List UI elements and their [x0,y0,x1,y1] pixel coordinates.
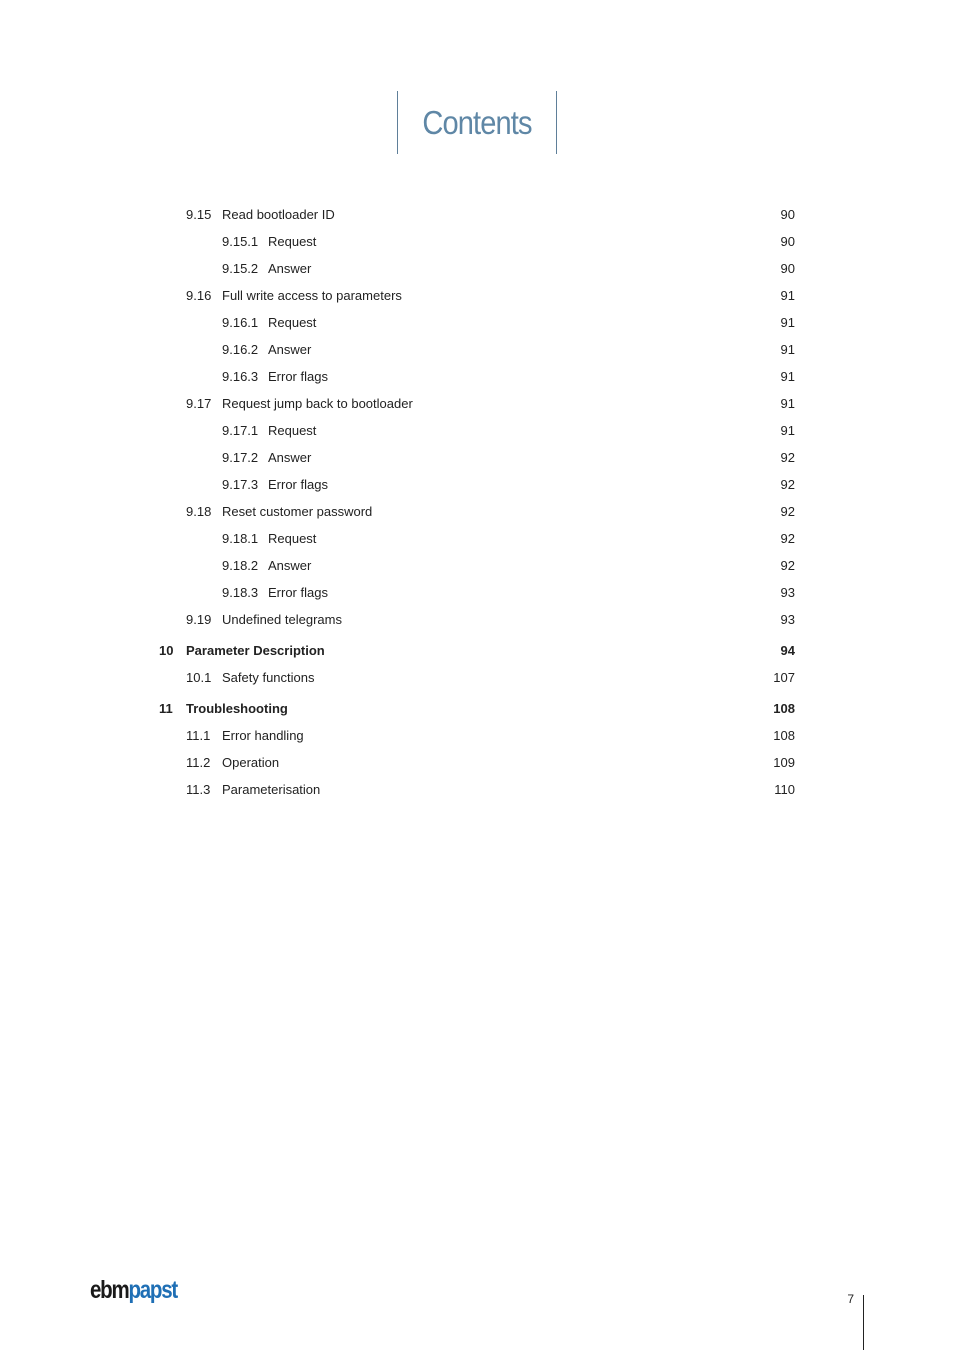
page-number-rule [863,1295,864,1350]
toc-entry-page: 93 [780,612,795,627]
toc-entry-number: 11.2 [186,755,211,770]
toc-entry-label: Operation [222,755,280,770]
toc-entry-sub[interactable] [0,448,954,468]
toc-entry-sub[interactable] [0,556,954,576]
toc-entry-section[interactable] [0,286,954,306]
toc-entry-number: 11.3 [186,782,211,797]
toc-entry-sub[interactable] [0,421,954,441]
toc-entry-label: Safety functions [222,670,315,685]
toc-entry-label: Request [268,423,317,438]
toc-entry-number: 10 [159,643,174,658]
toc-entry-label: Answer [268,261,312,276]
toc-entry-label: Error handling [222,728,304,743]
toc-entry-section[interactable] [0,502,954,522]
toc-entry-page: 90 [780,207,795,222]
toc-entry-label: Error flags [268,369,328,384]
toc-entry-label: Reset customer password [222,504,373,519]
toc-entry-page: 91 [780,342,795,357]
toc-entry-number: 9.16.2 [222,342,259,357]
toc-entry-chapter[interactable] [0,641,954,661]
toc-entry-sub[interactable] [0,583,954,603]
toc-entry-page: 92 [780,450,795,465]
toc-entry-number: 11 [159,701,173,716]
page-number: 7 [847,1292,854,1306]
toc-entry-number: 9.15 [186,207,212,222]
toc-entry-page: 92 [780,504,795,519]
toc-entry-label: Parameter Description [186,643,325,658]
toc-entry-label: Error flags [268,585,328,600]
title-frame [397,91,557,154]
toc-entry-number: 9.19 [186,612,212,627]
toc-entry-label: Error flags [268,477,328,492]
logo-part-papst: papst [128,1276,177,1304]
toc-entry-number: 9.16.1 [222,315,259,330]
toc-entry-sub[interactable] [0,340,954,360]
toc-entry-sub[interactable] [0,259,954,279]
toc-entry-section[interactable] [0,726,954,746]
toc-entry-number: 9.16 [186,288,212,303]
toc-entry-section[interactable] [0,205,954,225]
ebmpapst-logo [90,1276,177,1305]
toc-entry-label: Request [268,315,317,330]
toc-entry-number: 9.18.1 [222,531,259,546]
toc-entry-sub[interactable] [0,475,954,495]
toc-entry-page: 92 [780,477,795,492]
toc-entry-number: 9.15.1 [222,234,259,249]
toc-entry-label: Full write access to parameters [222,288,402,303]
toc-entry-section[interactable] [0,610,954,630]
toc-entry-section[interactable] [0,394,954,414]
toc-entry-page: 90 [780,261,795,276]
toc-entry-label: Answer [268,342,312,357]
toc-entry-label: Request [268,234,317,249]
toc-entry-label: Request jump back to bootloader [222,396,413,411]
toc-entry-page: 91 [780,315,795,330]
toc-entry-page: 110 [774,782,795,797]
toc-entry-label: Request [268,531,317,546]
toc-entry-chapter[interactable] [0,699,954,719]
toc-entry-number: 11.1 [186,728,211,743]
toc-entry-page: 92 [780,558,795,573]
toc-entry-label: Troubleshooting [186,701,288,716]
toc-entry-page: 92 [780,531,795,546]
logo-part-ebm: ebm [90,1276,129,1304]
toc-entry-label: Undefined telegrams [222,612,342,627]
toc-entry-number: 9.18 [186,504,212,519]
toc-entry-number: 9.18.3 [222,585,259,600]
page-title: Contents [422,104,532,141]
toc-entry-number: 9.17.1 [222,423,259,438]
toc-entry-page: 90 [780,234,795,249]
toc-entry-number: 9.17.3 [222,477,259,492]
toc-entry-number: 9.17.2 [222,450,259,465]
toc-entry-sub[interactable] [0,232,954,252]
toc-entry-sub[interactable] [0,313,954,333]
toc-entry-number: 9.15.2 [222,261,259,276]
toc-entry-page: 93 [780,585,795,600]
toc-entry-page: 91 [780,423,795,438]
toc-entry-label: Answer [268,558,312,573]
toc-entry-page: 107 [773,670,795,685]
toc-entry-label: Parameterisation [222,782,321,797]
toc-entry-page: 91 [780,369,795,384]
toc-entry-sub[interactable] [0,367,954,387]
toc-entry-section[interactable] [0,753,954,773]
toc-entry-section[interactable] [0,668,954,688]
toc-entry-number: 9.17 [186,396,212,411]
toc-entry-label: Answer [268,450,312,465]
toc-entry-page: 108 [773,728,795,743]
toc-entry-page: 109 [773,755,795,770]
toc-entry-number: 9.18.2 [222,558,259,573]
toc-entry-number: 10.1 [186,670,212,685]
toc-entry-section[interactable] [0,780,954,800]
toc-entry-sub[interactable] [0,529,954,549]
toc-entry-page: 91 [780,396,795,411]
toc-entry-number: 9.16.3 [222,369,259,384]
toc-entry-page: 94 [780,643,795,658]
toc-entry-page: 91 [780,288,795,303]
toc-entry-label: Read bootloader ID [222,207,335,222]
toc-entry-page: 108 [773,701,795,716]
